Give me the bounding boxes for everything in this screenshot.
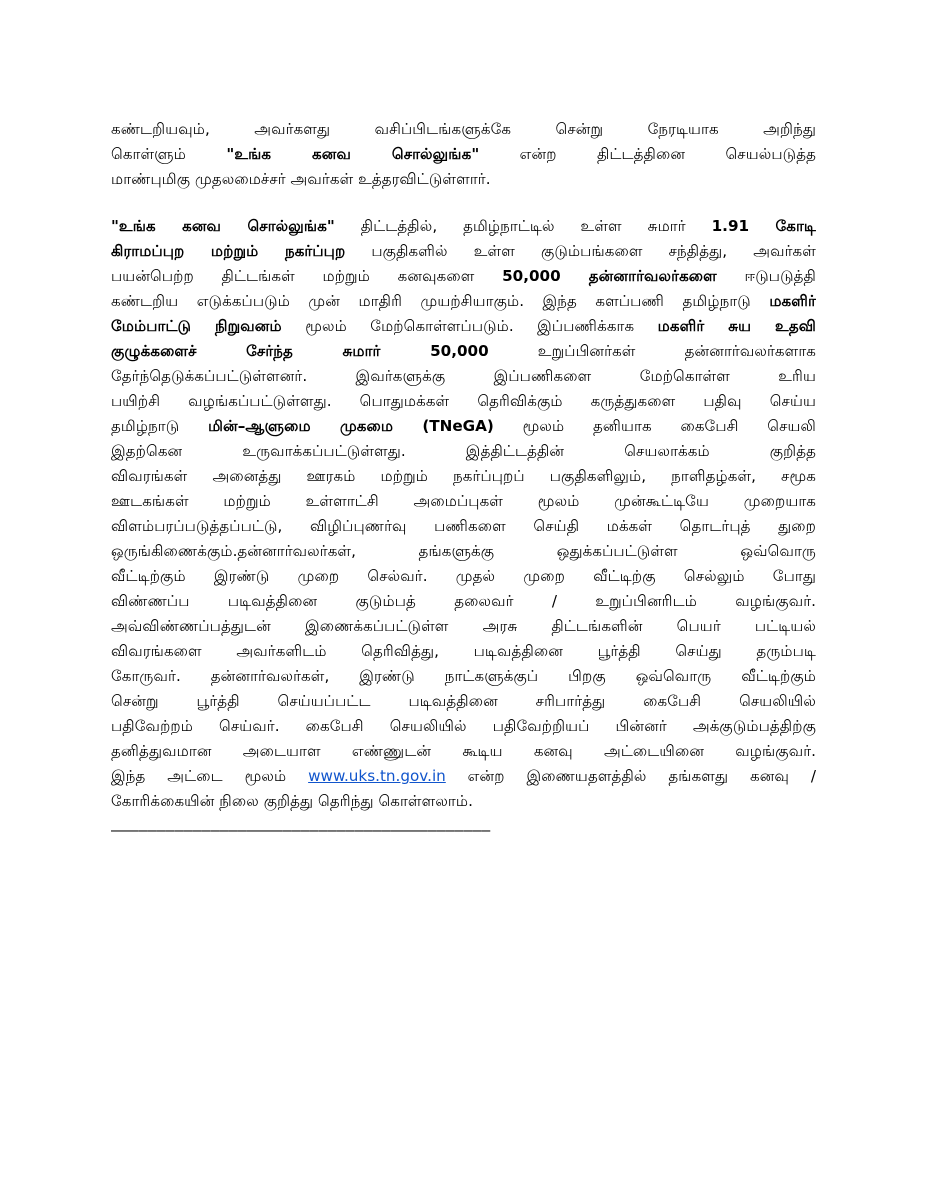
bold-text: மின்–ஆளுமை முகமை (TNeGA)	[208, 417, 494, 435]
body-text: கோருவர். தன்னார்வலர்கள், இரண்டு நாட்களுக்குப் பிறகு ஒவ்வொரு வீட்டிற்கும்	[111, 667, 816, 685]
text-line	[111, 539, 816, 564]
body-text: தேர்ந்தெடுக்கப்பட்டுள்ளனர். இவர்களுக்கு இப்பணிகளை மேற்கொள்ள உரிய	[111, 367, 816, 385]
body-text: பயிற்சி வழங்கப்பட்டுள்ளது. பொதுமக்கள் தெரிவிக்கும் கருத்துகளை பதிவு செய்ய	[111, 392, 816, 410]
body-text: விவரங்கள் அனைத்து ஊரகம் மற்றும் நகர்ப்புறப் பகுதிகளிலும், நாளிதழ்கள், சமூக	[111, 467, 816, 485]
text-line	[111, 439, 816, 464]
body-text: தனித்துவமான அடையாள எண்ணுடன் கூடிய கனவு அட்டையினை வழங்குவர்.	[111, 742, 816, 760]
text-line	[111, 142, 816, 167]
text-line	[111, 167, 816, 192]
text-line	[111, 589, 816, 614]
body-text: கொள்ளும்	[111, 145, 227, 163]
body-text: உறுப்பினர்கள் தன்னார்வலர்களாக	[488, 342, 816, 360]
body-text: விளம்பரப்படுத்தப்பட்டு, விழிப்புணர்வு பணிகளை செய்தி மக்கள் தொடர்புத் துறை	[111, 517, 816, 535]
text-line	[111, 239, 816, 264]
text-line	[111, 789, 816, 814]
body-text: என்ற திட்டத்தினை செயல்படுத்த	[479, 145, 816, 163]
bold-text: "உங்க கனவ சொல்லுங்க"	[226, 145, 480, 163]
text-line	[111, 214, 816, 239]
text-line	[111, 414, 816, 439]
text-line	[111, 764, 816, 789]
paragraph-intro	[111, 117, 816, 192]
text-line	[111, 264, 816, 289]
text-line	[111, 564, 816, 589]
text-line	[111, 117, 816, 142]
text-line	[111, 739, 816, 764]
paragraph-scheme-details	[111, 214, 816, 814]
body-text: மூலம் மேற்கொள்ளப்படும். இப்பணிக்காக	[281, 317, 658, 335]
website-link[interactable]: www.uks.tn.gov.in	[308, 767, 446, 785]
text-line	[111, 664, 816, 689]
document-body	[111, 117, 816, 814]
text-line	[111, 639, 816, 664]
body-text: கண்டறிய எடுக்கப்படும் முன் மாதிரி முயற்சியாகும். இந்த களப்பணி தமிழ்நாடு	[111, 292, 770, 310]
body-text: ஒருங்கிணைக்கும்.தன்னார்வலர்கள், தங்களுக்கு ஒதுக்கப்பட்டுள்ள ஒவ்வொரு	[111, 542, 816, 560]
body-text: கோரிக்கையின் நிலை குறித்து தெரிந்து கொள்ளலாம்.	[111, 792, 473, 810]
bold-text: குழுக்களைச் சேர்ந்த சுமார் 50,000	[111, 342, 489, 360]
body-text: பதிவேற்றம் செய்வர். கைபேசி செயலியில் பதிவேற்றியப் பின்னர் அக்குடும்பத்திற்கு	[111, 717, 816, 735]
body-text: திட்டத்தில், தமிழ்நாட்டில் உள்ள சுமார்	[334, 217, 712, 235]
text-line	[111, 289, 816, 314]
body-text: தமிழ்நாடு	[111, 417, 209, 435]
text-line	[111, 389, 816, 414]
text-line	[111, 514, 816, 539]
body-text: வீட்டிற்கும் இரண்டு முறை செல்வர். முதல் முறை வீட்டிற்கு செல்லும் போது	[111, 567, 816, 585]
body-text: என்ற இணையதளத்தில் தங்களது கனவு /	[445, 767, 816, 785]
text-line	[111, 364, 816, 389]
body-text: ஈடுபடுத்தி	[716, 267, 816, 285]
separator-line: ––––––––––––––––––––––––––––––––––––––––––	[111, 821, 491, 839]
body-text: பயன்பெற்ற திட்டங்கள் மற்றும் கனவுகளை	[111, 267, 503, 285]
text-line	[111, 339, 816, 364]
bold-text: மகளிர் சுய உதவி	[657, 317, 816, 335]
text-line	[111, 464, 816, 489]
bold-text: மேம்பாட்டு நிறுவனம்	[111, 317, 282, 335]
text-line	[111, 489, 816, 514]
bold-text: கிராமப்புற மற்றும் நகர்ப்புற	[111, 242, 346, 260]
text-line	[111, 314, 816, 339]
body-text: மூலம் தனியாக கைபேசி செயலி	[493, 417, 816, 435]
body-text: இந்த அட்டை மூலம்	[111, 767, 309, 785]
text-line	[111, 714, 816, 739]
body-text: இதற்கென உருவாக்கப்பட்டுள்ளது. இத்திட்டத்தின் செயலாக்கம் குறித்த	[111, 442, 816, 460]
body-text: கண்டறியவும், அவர்களது வசிப்பிடங்களுக்கே சென்று நேரடியாக அறிந்து	[111, 120, 816, 138]
body-text: பகுதிகளில் உள்ள குடும்பங்களை சந்தித்து, அவர்கள்	[345, 242, 816, 260]
body-text: விவரங்களை அவர்களிடம் தெரிவித்து, படிவத்தினை பூர்த்தி செய்து தரும்படி	[111, 642, 816, 660]
body-text: ஊடகங்கள் மற்றும் உள்ளாட்சி அமைப்புகள் மூலம் முன்கூட்டியே முறையாக	[111, 492, 816, 510]
bold-text: மகளிர்	[769, 292, 816, 310]
bold-text: "உங்க கனவ சொல்லுங்க"	[111, 217, 335, 235]
body-text: மாண்புமிகு முதலமைச்சர் அவர்கள் உத்தரவிட்டுள்ளார்.	[111, 170, 491, 188]
bold-text: 50,000 தன்னார்வலர்களை	[502, 267, 717, 285]
bold-text: 1.91 கோடி	[711, 217, 816, 235]
text-line	[111, 689, 816, 714]
body-text: சென்று பூர்த்தி செய்யப்பட்ட படிவத்தினை சரிபார்த்து கைபேசி செயலியில்	[111, 692, 816, 710]
body-text: விண்ணப்ப படிவத்தினை குடும்பத் தலைவர் / உறுப்பினரிடம் வழங்குவர்.	[111, 592, 816, 610]
body-text: அவ்விண்ணப்பத்துடன் இணைக்கப்பட்டுள்ள அரசு திட்டங்களின் பெயர் பட்டியல்	[111, 617, 816, 635]
text-line	[111, 614, 816, 639]
